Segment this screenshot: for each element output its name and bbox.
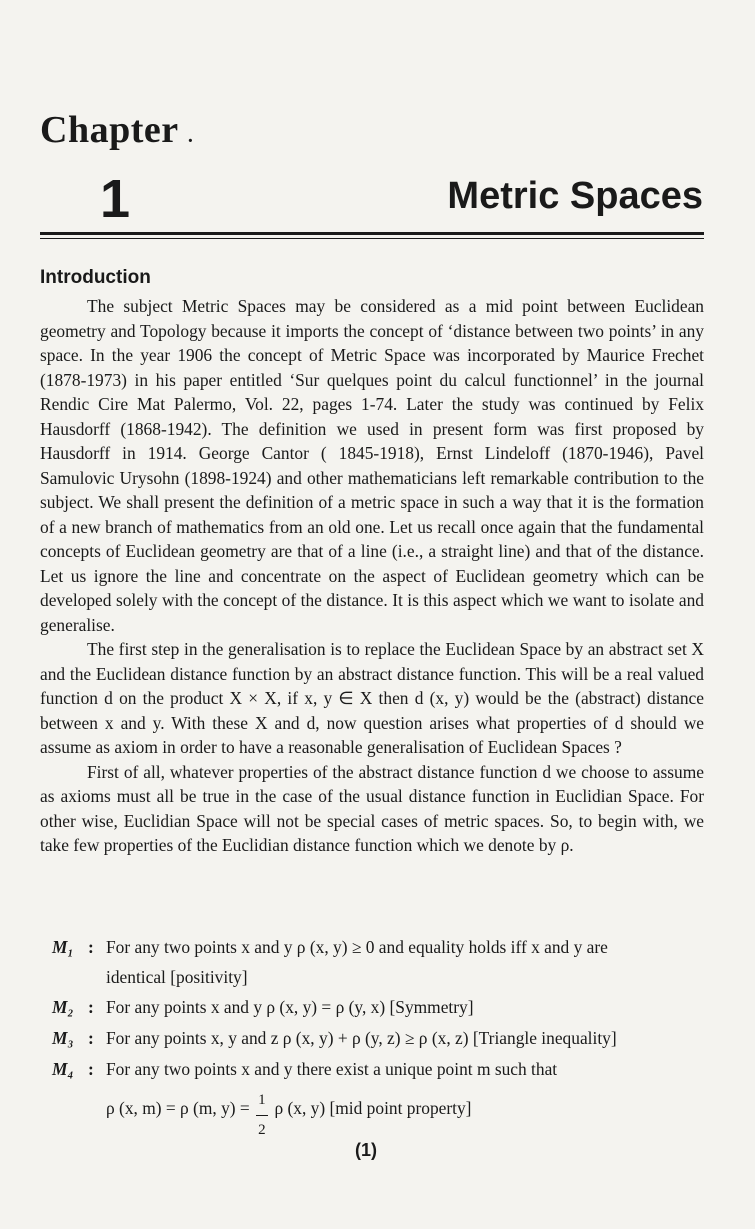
axiom-text: identical [positivity]	[106, 967, 248, 987]
paragraph: The subject Metric Spaces may be considered as a mid point between Euclidean geometry and Topology because it imports the concept of ‘distance between two points’ in any space. In the year 1906 the concept of Metric Space was incorporated by Maurice Frechet (1878-1973) in his paper entitled ‘Sur quelques point du calcul functionnel’ in the journal Rendic Cire Mat Palermo, Vol. 22, pages 1-74. Later the study was continued by Felix Hausdorff (1868-1942). The definition we used in present form was first proposed by Hausdorff in 1914. George Cantor ( 1845-1918), Ernst Lindeloff (1870-1946), Pavel Samulovic Urysohn (1898-1924) and other mathematicians left remarkable contribution to the subject. We shall present the definition of a metric space in such a way that it is the formation of a new branch of mathematics from an old one. Let us recall once again that the fundamental concepts of Euclidean geometry are that of a line (i.e., a straight line) and that of the distance. Let us ignore the line and concentrate on the aspect of Euclidean geometry which can be developed solely with the concept of the distance. It is this aspect which we want to isolate and generalise.	[40, 296, 704, 635]
axiom-text: For any two points x and y there exist a unique point m such that	[106, 1059, 558, 1079]
page-number: (1)	[355, 1140, 377, 1160]
section-heading: Introduction	[40, 267, 151, 288]
midpoint-formula	[106, 1092, 472, 1138]
paragraph: The first step in the generalisation is to replace the Euclidean Space by an abstract set X and the Euclidean distance function by an abstract distance function. This will be a real valued function d on the product X × X, if x, y ∈ X then d (x, y) would be the (abstract) distance between x and y. With these X and d, now question arises what properties of d should we assume as axiom in order to have a reasonable generalisation of Euclidean Spaces ?	[40, 639, 704, 757]
body-text	[40, 294, 704, 858]
axiom-text: For any two points x and y ρ (x, y) ≥ 0 and equality holds iff x and y are	[106, 937, 608, 957]
axiom-text: For any points x and y ρ (x, y) = ρ (y, x) [Symmetry]	[106, 997, 474, 1017]
axiom-tag: M₃	[52, 1028, 74, 1048]
chapter-number: 1	[100, 169, 131, 229]
axiom-tag: M₂	[52, 997, 74, 1017]
paragraph: First of all, whatever properties of the abstract distance function d we choose to assume as axioms must all be true in the case of the usual distance function in Euclidian Space. For other wise, Euclidian Space will not be special cases of metric spaces. So, to begin with, we take few properties of the Euclidian distance function which we denote by ρ.	[40, 761, 704, 855]
axiom-tag: M₄	[52, 1059, 74, 1079]
formula-left: ρ (x, m) = ρ (m, y) =	[106, 1098, 250, 1118]
axiom-text: For any points x, y and z ρ (x, y) + ρ (y, z) ≥ ρ (x, z) [Triangle inequality]	[106, 1028, 617, 1048]
axiom-tag: M₁	[52, 937, 74, 957]
fraction-denominator: 2	[258, 1122, 266, 1138]
heading-rule-thin	[40, 238, 704, 239]
formula-right: ρ (x, y) [mid point property]	[274, 1098, 472, 1118]
fraction-numerator: 1	[258, 1092, 266, 1108]
chapter-title: Metric Spaces	[447, 175, 703, 217]
heading-rule	[40, 232, 704, 235]
chapter-label: Chapter .	[40, 109, 194, 151]
